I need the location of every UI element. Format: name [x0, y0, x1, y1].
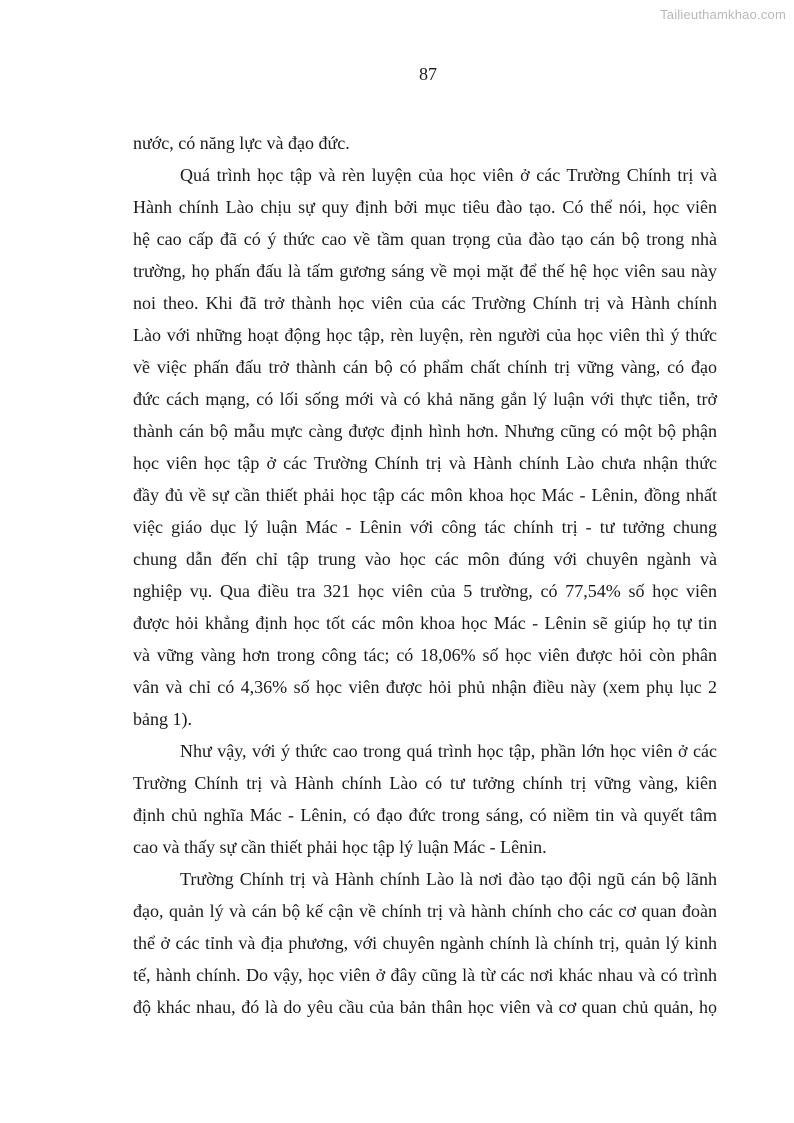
text-line: Quá trình học tập và rèn luyện của học viên ở các Trường Chính trị và: [180, 165, 717, 185]
text-line: tế, hành chính. Do vậy, học viên ở đây cũng là từ các nơi khác nhau và có trình: [133, 965, 717, 985]
text-line: Hành chính Lào chịu sự quy định bởi mục tiêu đào tạo. Có thể nói, học viên: [133, 197, 717, 217]
text-line: cao và thấy sự cần thiết phải học tập lý luận Mác - Lênin.: [133, 837, 547, 857]
text-line: nước, có năng lực và đạo đức.: [133, 133, 350, 153]
text-line: về việc phấn đấu trở thành cán bộ có phẩm chất chính trị vững vàng, có đạo: [133, 357, 717, 377]
text-line: thành cán bộ mẫu mực càng được định hình hơn. Nhưng cũng có một bộ phận: [133, 421, 717, 441]
text-line: nghiệp vụ. Qua điều tra 321 học viên của 5 trường, có 77,54% số học viên: [133, 581, 717, 601]
text-line: trường, họ phấn đấu là tấm gương sáng về mọi mặt để thế hệ học viên sau này: [133, 261, 717, 281]
watermark: Tailieuthamkhao.com: [660, 7, 786, 22]
text-line: hệ cao cấp đã có ý thức cao về tầm quan trọng của đào tạo cán bộ trong nhà: [133, 229, 717, 249]
text-line: đạo, quản lý và cán bộ kế cận về chính trị và hành chính cho các cơ quan đoàn: [133, 901, 717, 921]
text-line: học viên học tập ở các Trường Chính trị và Hành chính Lào chưa nhận thức: [133, 453, 717, 473]
text-line: đức cách mạng, có lối sống mới và có khả năng gắn lý luận với thực tiễn, trở: [133, 389, 717, 409]
text-line: Trường Chính trị và Hành chính Lào có tư tưởng chính trị vững vàng, kiên: [133, 773, 717, 793]
text-line: Như vậy, với ý thức cao trong quá trình học tập, phần lớn học viên ở các: [180, 741, 717, 761]
text-line: độ khác nhau, đó là do yêu cầu của bản thân học viên và cơ quan chủ quản, họ: [133, 997, 717, 1017]
text-line: đầy đủ về sự cần thiết phải học tập các môn khoa học Mác - Lênin, đồng nhất: [133, 485, 717, 505]
text-line: được hỏi khẳng định học tốt các môn khoa học Mác - Lênin sẽ giúp họ tự tin: [133, 613, 717, 633]
text-line: việc giáo dục lý luận Mác - Lênin với công tác chính trị - tư tưởng chung: [133, 517, 717, 537]
text-line: và vững vàng hơn trong công tác; có 18,06% số học viên được hỏi còn phân: [133, 645, 717, 665]
text-line: Trường Chính trị và Hành chính Lào là nơi đào tạo đội ngũ cán bộ lãnh: [180, 869, 717, 889]
text-line: chung dẫn đến chỉ tập trung vào học các môn đúng với chuyên ngành và: [133, 549, 717, 569]
text-line: Lào với những hoạt động học tập, rèn luyện, rèn người của học viên thì ý thức: [133, 325, 717, 345]
text-line: noi theo. Khi đã trở thành học viên của các Trường Chính trị và Hành chính: [133, 293, 717, 313]
text-line: thể ở các tỉnh và địa phương, với chuyên ngành chính là chính trị, quản lý kinh: [133, 933, 717, 953]
text-line: bảng 1).: [133, 709, 192, 729]
text-line: định chủ nghĩa Mác - Lênin, có đạo đức trong sáng, có niềm tin và quyết tâm: [133, 805, 717, 825]
text-line: vân và chỉ có 4,36% số học viên được hỏi phủ nhận điều này (xem phụ lục 2: [133, 677, 717, 697]
page-number: 87: [419, 64, 437, 84]
